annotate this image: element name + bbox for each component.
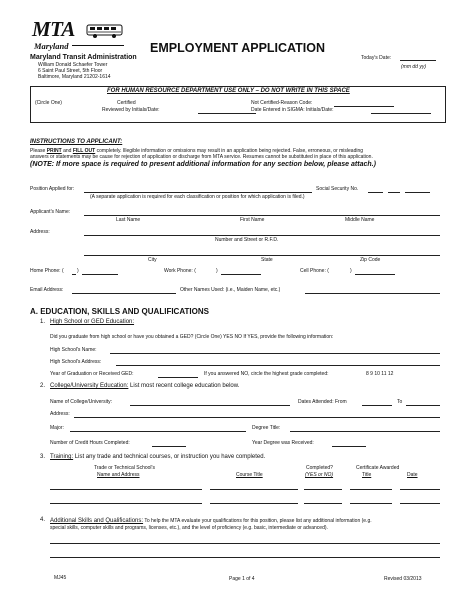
first-name-caption: First Name [240, 217, 265, 223]
ssn-label: Social Security No. [316, 186, 359, 192]
email-label: Email Address: [30, 287, 64, 293]
logo-subtitle: Maryland [34, 41, 69, 51]
grade-options[interactable]: 8 9 10 11 12 [366, 371, 394, 377]
training-row-1-date[interactable] [400, 489, 440, 490]
other-names-field[interactable] [305, 293, 440, 294]
col-cert-header: Certificate Awarded [356, 465, 400, 471]
dates-attended-label: Dates Attended: From [298, 399, 347, 405]
home-phone-area[interactable] [72, 274, 76, 275]
col-completed-2: (YES or NO) [305, 472, 334, 478]
not-certified-option[interactable]: Not Certified-Reason Code: [251, 100, 313, 106]
city-state-zip-field[interactable] [84, 255, 440, 256]
instructions-line-2: answers or statements may be cause for rejection of application or discharge from MTA service. Resumes cannot be substituted in place of this application. [30, 154, 373, 160]
work-phone-label: Work Phone: ( [164, 268, 196, 274]
form-code: MJ45 [54, 575, 67, 581]
street-field[interactable] [84, 235, 440, 236]
year-degree-field[interactable] [332, 446, 366, 447]
q4-instructions: To help the MTA evaluate your qualifications for this position, please list any additional information (e.g. [143, 518, 372, 524]
instr-rest: completely. Illegible information or omissions may result in an application being rejected. False, erroneous, or misleading [95, 148, 364, 154]
sigma-field[interactable] [371, 113, 431, 114]
ssn-field-2[interactable] [388, 192, 400, 193]
training-row-2-completed[interactable] [304, 503, 342, 504]
page-title: EMPLOYMENT APPLICATION [150, 41, 325, 55]
cell-phone-paren: ) [350, 268, 352, 274]
q3-number: 3. [40, 454, 46, 460]
todays-date-field[interactable] [400, 60, 436, 61]
degree-title-field[interactable] [290, 431, 440, 432]
major-field[interactable] [70, 431, 246, 432]
year-degree-label: Year Degree was Received: [252, 440, 314, 446]
college-name-field[interactable] [130, 405, 290, 406]
work-phone-paren: ) [216, 268, 218, 274]
ssn-field-3[interactable] [405, 192, 430, 193]
q4-line-1 [50, 518, 372, 524]
training-row-2-school[interactable] [50, 503, 202, 504]
applicant-name-label: Applicant's Name: [30, 209, 71, 215]
credit-hours-field[interactable] [152, 446, 186, 447]
position-field[interactable] [84, 192, 312, 193]
mta-logo [30, 11, 150, 53]
q2-title: College/University Education: [50, 383, 129, 389]
instr-and: and [61, 148, 73, 154]
sigma-label: Date Entered in SIGMA: Initials/Date: [251, 107, 334, 113]
col-cert-date: Date [407, 472, 418, 478]
separate-application-note: (A separate application is required for each classification or position for which application is filed.) [90, 194, 305, 200]
state-caption: State [261, 257, 273, 263]
hr-use-box [30, 86, 446, 123]
date-to-field[interactable] [406, 405, 440, 406]
q3-title: Training: [50, 454, 74, 460]
q4-title: Additional Skills and Qualifications: [50, 518, 144, 524]
logo-text: MTA [32, 17, 75, 41]
section-a-heading: A. EDUCATION, SKILLS AND QUALIFICATIONS [30, 307, 209, 316]
q2-instructions: List most recent college education below. [128, 383, 240, 389]
training-row-2-date[interactable] [400, 503, 440, 504]
hs-year-label: Year of Graduation or Received GED: [50, 371, 134, 377]
hr-box-title: FOR HUMAN RESOURCE DEPARTMENT USE ONLY – DO NOT WRITE IN THIS SPACE [107, 88, 350, 94]
reviewed-label: Reviewed by Initials/Date: [102, 107, 160, 113]
q1-question: Did you graduate from high school or have you obtained a GED? (Circle One) YES NO If YES, provide the following information: [50, 334, 334, 340]
applicant-name-field[interactable] [84, 215, 440, 216]
instr-fill: FILL OUT [72, 148, 96, 154]
certified-option[interactable]: Certified [117, 100, 136, 106]
date-format-hint: (mm dd yy) [401, 64, 426, 70]
q2-heading [50, 383, 239, 390]
city-caption: City [148, 257, 157, 263]
training-row-1-course[interactable] [210, 489, 298, 490]
address-label: Address: [30, 229, 50, 235]
q4-line-2: special skills, computer skills and programs, licenses, etc.), and the level of proficiency (e.g. basic, intermediate or advanced). [50, 525, 328, 531]
home-phone-field[interactable] [82, 274, 118, 275]
last-name-caption: Last Name [116, 217, 141, 223]
revised-date: Revised 03/2013 [384, 576, 422, 582]
circle-one-label: (Circle One) [35, 100, 62, 106]
reason-code-field[interactable] [334, 106, 394, 107]
org-address-1: William Donald Schaefer Tower [38, 62, 108, 68]
degree-title-label: Degree Title: [252, 425, 281, 431]
middle-name-caption: Middle Name [345, 217, 375, 223]
q2-number: 2. [40, 383, 46, 389]
col-school-2: Name and Address [97, 472, 140, 478]
q1-title: High School or GED Education: [50, 319, 135, 325]
hs-name-field[interactable] [110, 353, 440, 354]
q3-heading [50, 454, 265, 461]
cell-phone-label: Cell Phone: ( [300, 268, 329, 274]
skills-field-1[interactable] [50, 543, 440, 544]
email-field[interactable] [72, 293, 176, 294]
org-name: Maryland Transit Administration [30, 54, 137, 61]
instr-text: Please [30, 148, 47, 154]
page-number: Page 1 of 4 [229, 576, 255, 582]
home-phone-label: Home Phone: ( [30, 268, 64, 274]
date-to-label: To [397, 399, 403, 405]
work-phone-field[interactable] [221, 274, 261, 275]
reviewed-field[interactable] [198, 113, 256, 114]
instructions-heading: INSTRUCTIONS TO APPLICANT: [30, 139, 123, 145]
q1-number: 1. [40, 319, 46, 325]
zip-caption: Zip Code [360, 257, 381, 263]
training-row-1-school[interactable] [50, 489, 202, 490]
training-row-2-cert[interactable] [350, 503, 392, 504]
college-address-label: Address: [50, 411, 70, 417]
col-completed-1: Completed? [306, 465, 333, 471]
hs-address-field[interactable] [116, 365, 440, 366]
org-address-2: 6 Saint Paul Street, 5th Floor [38, 68, 103, 74]
col-course: Course Title [236, 472, 263, 478]
hs-no-label: If you answered NO, circle the highest grade completed: [204, 371, 329, 377]
instr-print: PRINT [46, 148, 62, 154]
ssn-field-1[interactable] [368, 192, 383, 193]
col-cert-title: Title [362, 472, 372, 478]
street-caption: Number and Street or R.F.D. [215, 237, 279, 243]
bus-icon [86, 23, 124, 39]
college-name-label: Name of College/University: [50, 399, 112, 405]
training-row-1-completed[interactable] [304, 489, 342, 490]
col-school-1: Trade or Technical School's [94, 465, 155, 471]
hs-address-label: High School's Address: [50, 359, 102, 365]
training-row-1-cert[interactable] [350, 489, 392, 490]
cell-phone-field[interactable] [355, 274, 395, 275]
date-from-field[interactable] [362, 405, 392, 406]
position-label: Position Applied for: [30, 186, 75, 192]
home-phone-paren: ) [77, 268, 79, 274]
training-row-2-course[interactable] [210, 503, 298, 504]
instructions-note: (NOTE: If more space is required to present additional information for any section below, please attach.) [30, 161, 376, 168]
q3-instructions: List any trade and technical courses, or instruction you have completed. [73, 454, 266, 460]
hs-name-label: High School's Name: [50, 347, 97, 353]
q4-number: 4. [40, 517, 46, 523]
major-label: Major: [50, 425, 64, 431]
college-address-field[interactable] [74, 417, 440, 418]
org-address-3: Baltimore, Maryland 21202-1614 [38, 74, 111, 80]
hs-year-field[interactable] [158, 377, 198, 378]
credit-hours-label: Number of Credit Hours Completed: [50, 440, 130, 446]
todays-date-label: Today's Date: [361, 55, 392, 61]
skills-field-2[interactable] [50, 557, 440, 558]
other-names-label: Other Names Used: (i.e., Maiden Name, etc.) [180, 287, 281, 293]
